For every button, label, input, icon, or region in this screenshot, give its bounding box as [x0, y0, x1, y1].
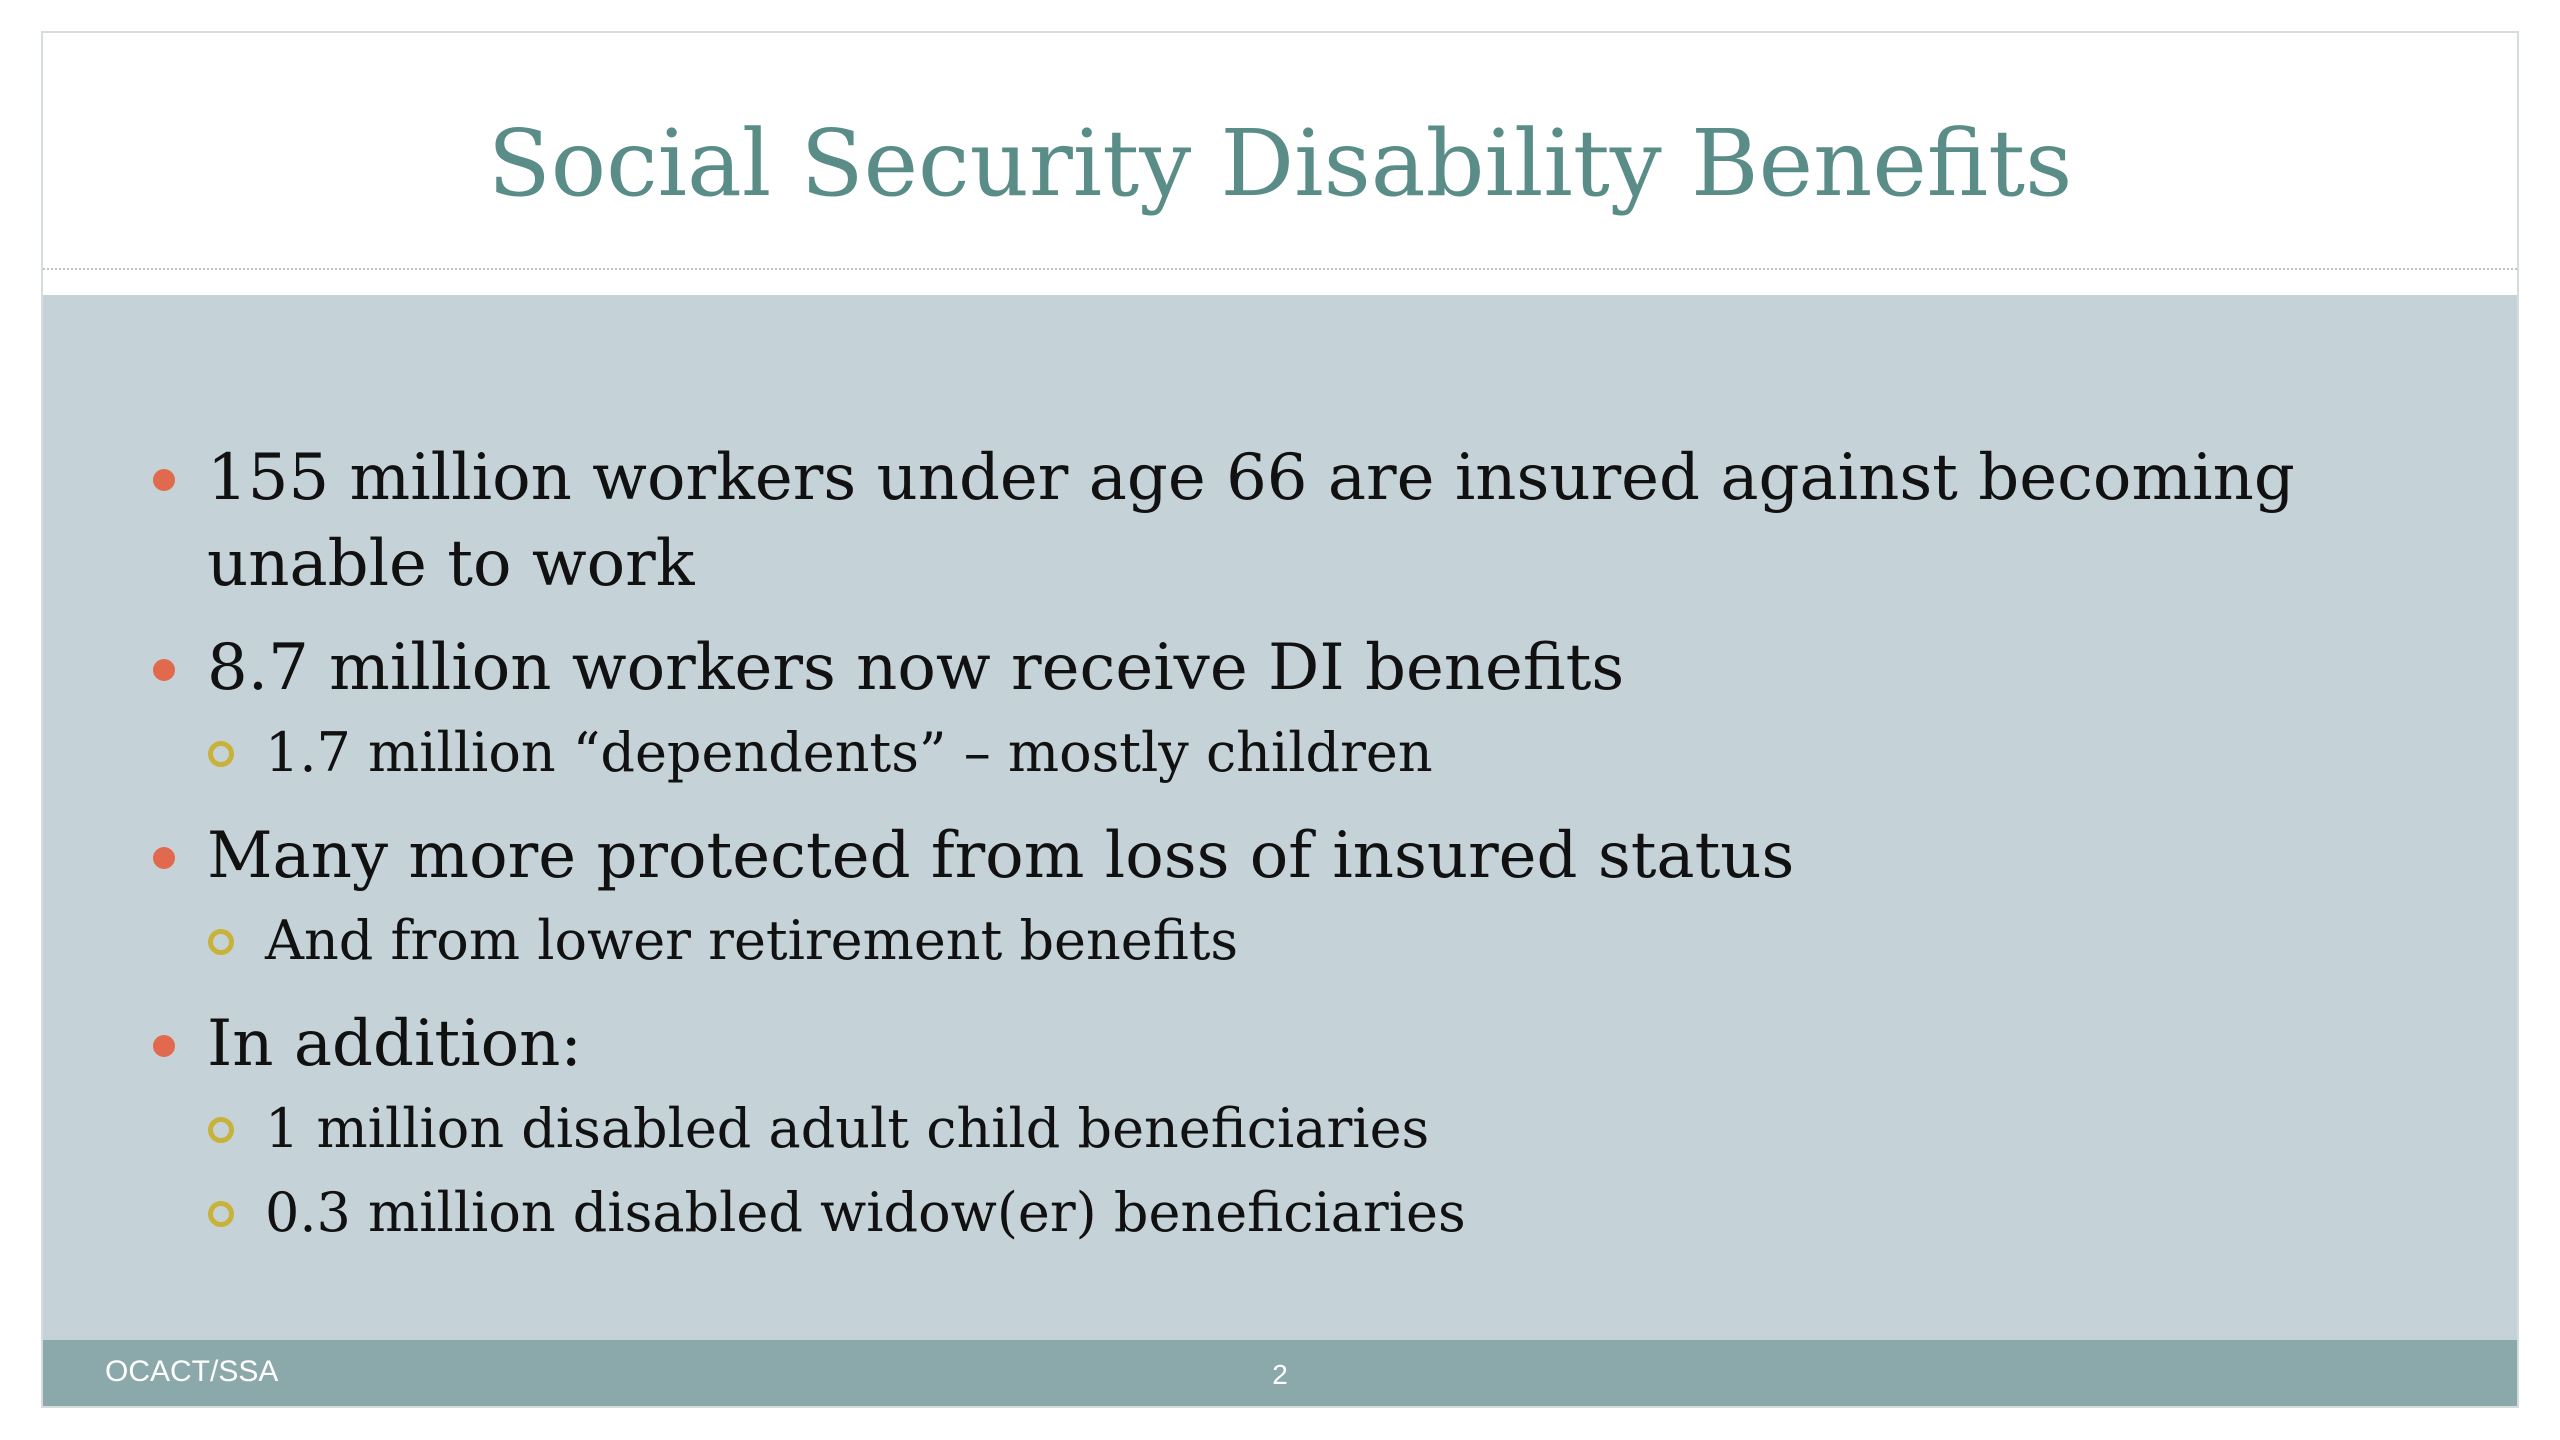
- bullet-text: Many more protected from loss of insured status: [207, 819, 1795, 893]
- sub-bullet-text: 0.3 million disabled widow(er) beneficiaries: [265, 1181, 1466, 1244]
- content-area: [43, 295, 2517, 1379]
- bullet-ring-icon: [208, 1117, 234, 1143]
- sub-bullet-item: [43, 1171, 2517, 1255]
- sub-bullet-item: [43, 899, 2517, 983]
- bullet-item: [43, 435, 2517, 607]
- bullet-item: [43, 1001, 2517, 1087]
- bullet-item: [43, 813, 2517, 899]
- sub-bullet-item: [43, 1087, 2517, 1171]
- bullet-list: [43, 435, 2517, 1255]
- footer-source: OCACT/SSA: [105, 1355, 279, 1388]
- bullet-ring-icon: [208, 929, 234, 955]
- title-area: [43, 33, 2517, 270]
- bullet-dot-icon: [153, 469, 175, 491]
- bullet-ring-icon: [208, 741, 234, 767]
- sub-bullet-item: [43, 711, 2517, 795]
- bullet-text: In addition:: [207, 1007, 582, 1081]
- bullet-text: 8.7 million workers now receive DI benefits: [207, 631, 1625, 705]
- bullet-dot-icon: [153, 847, 175, 869]
- sub-bullet-text: And from lower retirement benefits: [265, 909, 1239, 972]
- page-number: 2: [1272, 1359, 1288, 1390]
- sub-bullet-text: 1 million disabled adult child beneficiaries: [265, 1097, 1430, 1160]
- bullet-item: [43, 625, 2517, 711]
- sub-bullet-text: 1.7 million “dependents” – mostly children: [265, 721, 1433, 784]
- slide-title: Social Security Disability Benefits: [487, 110, 2073, 217]
- bullet-dot-icon: [153, 659, 175, 681]
- bullet-ring-icon: [208, 1201, 234, 1227]
- slide-footer: [43, 1340, 2517, 1406]
- slide: [41, 31, 2519, 1408]
- bullet-dot-icon: [153, 1035, 175, 1057]
- bullet-text: 155 million workers under age 66 are insured against becoming unable to work: [207, 441, 2295, 601]
